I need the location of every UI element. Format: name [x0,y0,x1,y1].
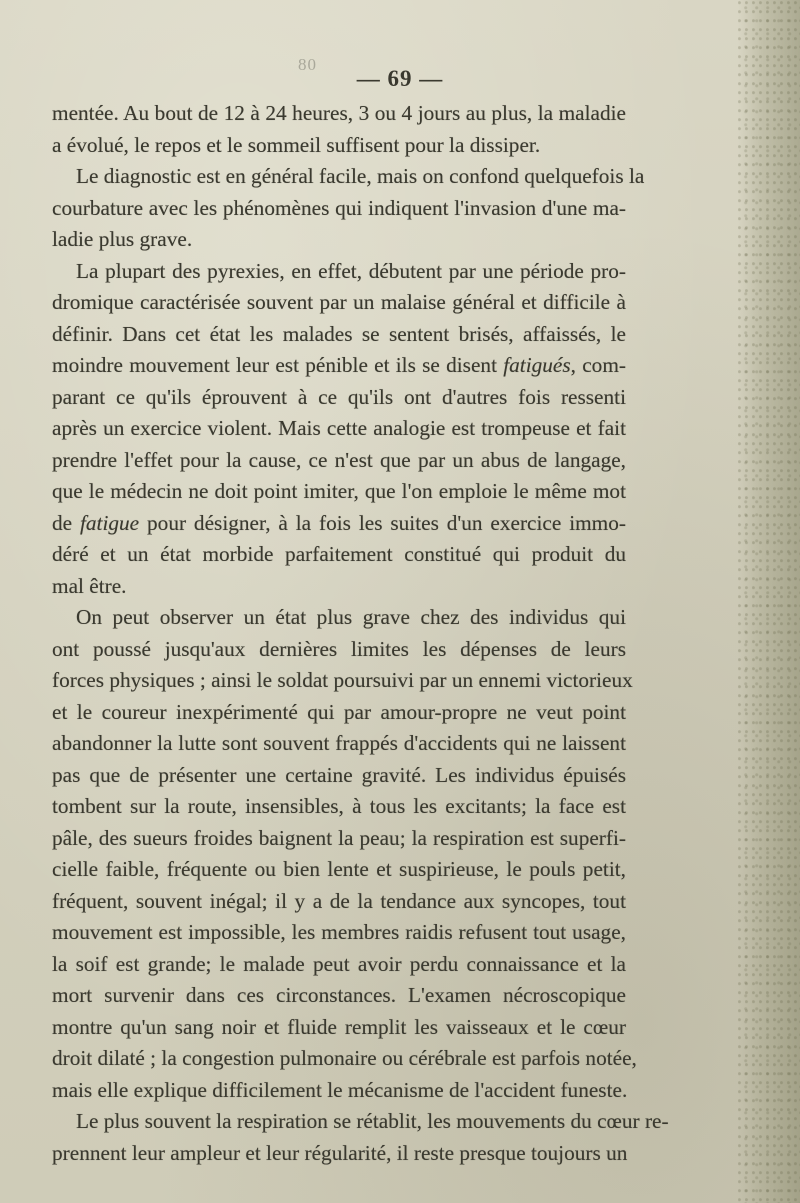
text-line: Le plus souvent la respiration se rétablit, les mouvements du cœur re- [76,1109,669,1133]
text-line: après un exercice violent. Mais cette analogie est trompeuse et fait [52,416,626,440]
text-line: droit dilaté ; la congestion pulmonaire ou cérébrale est parfois notée, [52,1046,637,1070]
text-line: de fatigue pour désigner, à la fois les suites d'un exercice immo- [52,510,626,535]
text-line: On peut observer un état plus grave chez des individus qui [76,605,626,629]
text-line: montre qu'un sang noir et fluide remplit les vaisseaux et le cœur [52,1014,626,1039]
text-line: moindre mouvement leur est pénible et ils se disent fatigués, com- [52,353,626,377]
text-line: la soif est grande; le malade peut avoir perdu connaissance et la [52,951,626,976]
text-line: définir. Dans cet état les malades se sentent brisés, affaissés, le [52,321,626,346]
text-line: forces physiques ; ainsi le soldat poursuivi par un ennemi victorieux [52,668,633,692]
text-line: La plupart des pyrexies, en effet, débutent par une période pro- [76,258,626,283]
text-line: Le diagnostic est en général facile, mais on confond quelquefois la [76,164,645,188]
text-line: que le médecin ne doit point imiter, que l'on emploie le même mot [52,479,626,503]
text-line: tombent sur la route, insensibles, à tous les excitants; la face est [52,794,626,818]
page-number-text: — 69 — [356,66,444,91]
text-line: parant ce qu'ils éprouvent à ce qu'ils ont d'autres fois ressenti [52,384,626,409]
page-number [0,55,800,92]
text-line: pas que de présenter une certaine gravité. Les individus épuisés [52,762,626,787]
text-line: mouvement est impossible, les membres raidis refusent tout usage, [52,920,626,944]
text-line: fréquent, souvent inégal; il y a de la tendance aux syncopes, tout [52,888,626,913]
text-line: prennent leur ampleur et leur régularité, il reste presque toujours un [52,1140,628,1165]
text-line: abandonner la lutte sont souvent frappés d'accidents qui ne laissent [52,731,626,755]
text-line: déré et un état morbide parfaitement constitué qui produit du [52,542,626,566]
text-line: ladie plus grave. [52,227,193,251]
text-line: ont poussé jusqu'aux dernières limites les dépenses de leurs [52,636,626,661]
text-line: courbature avec les phénomènes qui indiquent l'invasion d'une ma- [52,195,626,220]
text-line: pâle, des sueurs froides baignent la peau; la respiration est superfi- [52,825,626,850]
text-line: mentée. Au bout de 12 à 24 heures, 3 ou 4 jours au plus, la maladie [52,101,626,125]
emphasized-word: fatigués [503,353,571,377]
emphasized-word: fatigue [79,510,140,535]
text-line: et le coureur inexpérimenté qui par amour-propre ne veut point [52,699,626,724]
text-line: a évolué, le repos et le sommeil suffisent pour la dissiper. [52,132,541,157]
text-line: mal être. [52,573,127,598]
text-line: dromique caractérisée souvent par un malaise général et difficile à [52,290,626,314]
body-text [52,98,669,1169]
text-line: mort survenir dans ces circonstances. L'examen nécroscopique [52,983,626,1007]
text-line: cielle faible, fréquente ou bien lente et suspirieuse, le pouls petit, [52,857,626,881]
page-edge-shadow [738,0,800,1203]
text-line: prendre l'effet pour la cause, ce n'est que par un abus de langage, [52,447,626,472]
page-number-ghost: 80 [298,55,317,74]
text-line: mais elle explique difficilement le mécanisme de l'accident funeste. [52,1077,628,1102]
